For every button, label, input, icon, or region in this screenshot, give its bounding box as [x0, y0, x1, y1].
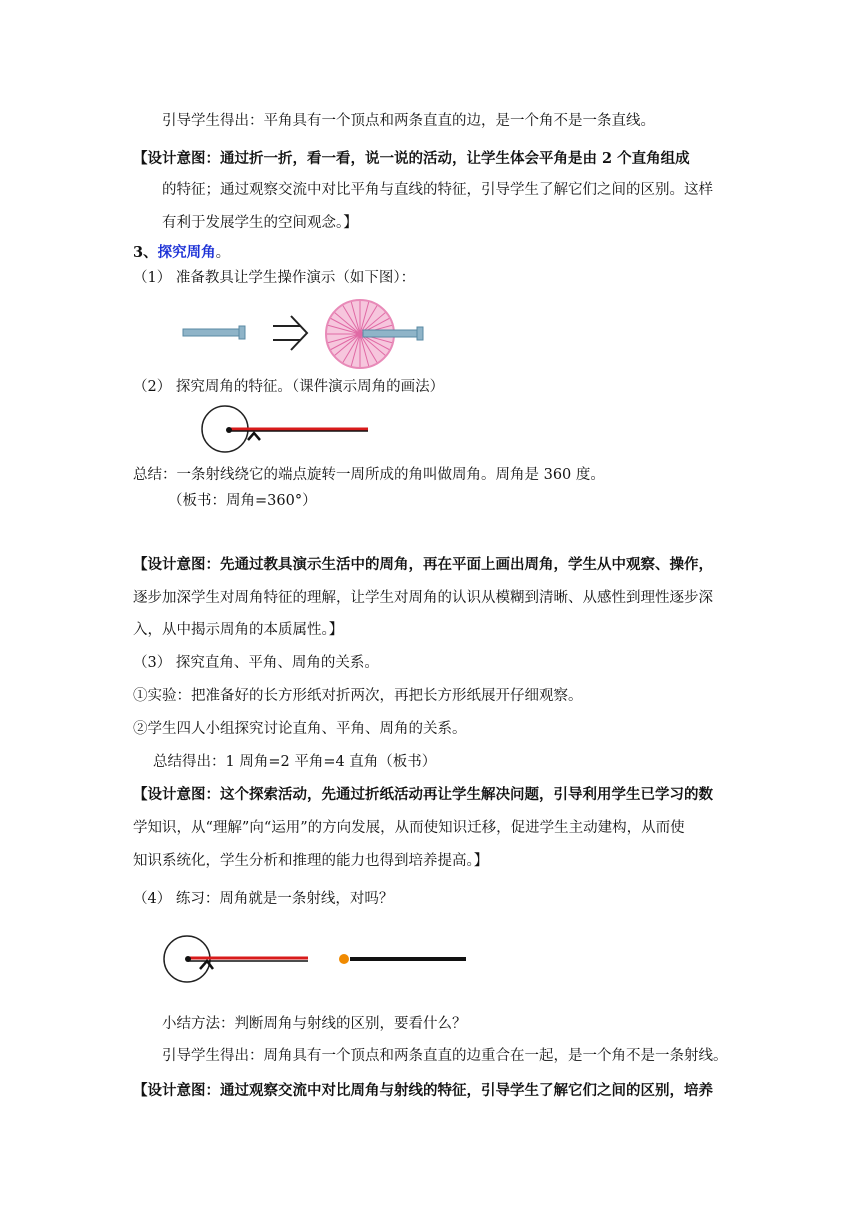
text-line: （3） 探究直角、平角、周角的关系。	[133, 655, 379, 671]
rotation-arrow-icon	[200, 961, 213, 969]
design-intent-paragraph: 【设计意图：先通过教具演示生活中的周角，再在平面上画出周角，学生从中观察、操作，	[133, 556, 713, 573]
text-line: 知识系统化，学生分析和推理的能力也得到培养提高。】	[133, 853, 489, 869]
text-line: 学知识，从“理解”向“运用”的方向发展，从而使知识迁移，促进学生主动建构，从而使	[133, 820, 685, 836]
ray-endpoint-dot	[339, 954, 349, 964]
text-line: 总结：一条射线绕它的端点旋转一周所成的角叫做周角。周角是 360 度。	[133, 467, 605, 483]
text-line: ②学生四人小组探究讨论直角、平角、周角的关系。	[133, 721, 467, 737]
vertex-dot	[185, 956, 191, 962]
full-angle-figure	[198, 402, 373, 454]
text-line: 总结得出：1 周角=2 平角=4 直角（板书）	[153, 754, 437, 770]
text-line: 有利于发展学生的空间观念。】	[162, 215, 358, 231]
text-line: 引导学生得出：平角具有一个顶点和两条直直的边，是一个角不是一条直线。	[162, 113, 655, 129]
text-line: 逐步加深学生对周角特征的理解，让学生对周角的认识从模糊到清晰、从感性到理性逐步深	[133, 590, 713, 606]
teaching-aid-figure	[175, 298, 445, 370]
design-intent-paragraph: 【设计意图：这个探索活动，先通过折纸活动再让学生解决问题，引导利用学生已学习的数	[133, 786, 713, 803]
design-intent-paragraph: 【设计意图：通过折一折，看一看，说一说的活动，让学生体会平角是由 2 个直角组成	[133, 150, 690, 167]
rotated-fan-image	[326, 300, 423, 368]
text-line: 入，从中揭示周角的本质属性。】	[133, 622, 344, 638]
text-line: 小结方法：判断周角与射线的区别，要看什么？	[162, 1016, 467, 1032]
text-line: ①实验：把准备好的长方形纸对折两次，再把长方形纸展开仔细观察。	[133, 688, 583, 704]
section-heading-end: 。	[215, 245, 231, 261]
section-title: 探究周角	[157, 244, 216, 261]
design-intent-paragraph: 【设计意图：通过观察交流中对比周角与射线的特征，引导学生了解它们之间的区别，培养	[133, 1082, 713, 1099]
text-line: （4） 练习：周角就是一条射线，对吗？	[133, 891, 394, 907]
vertex-dot	[226, 427, 232, 433]
text-line: 的特征；通过观察交流中对比平角与直线的特征，引导学生了解它们之间的区别。这样	[162, 182, 713, 198]
stick-image	[183, 326, 245, 339]
angle-vs-ray-figure	[160, 932, 475, 988]
text-line: （1） 准备教具让学生操作演示（如下图）：	[133, 270, 416, 286]
section-number: 3、	[133, 244, 158, 261]
rotation-arrow-icon	[248, 433, 260, 440]
text-line: （2） 探究周角的特征。（课件演示周角的画法）	[133, 379, 445, 395]
implies-arrow-icon	[273, 316, 307, 350]
text-line: （板书：周角=360°）	[168, 493, 317, 509]
text-line: 引导学生得出：周角具有一个顶点和两条直直的边重合在一起，是一个角不是一条射线。	[162, 1048, 728, 1064]
section-heading	[133, 243, 230, 263]
